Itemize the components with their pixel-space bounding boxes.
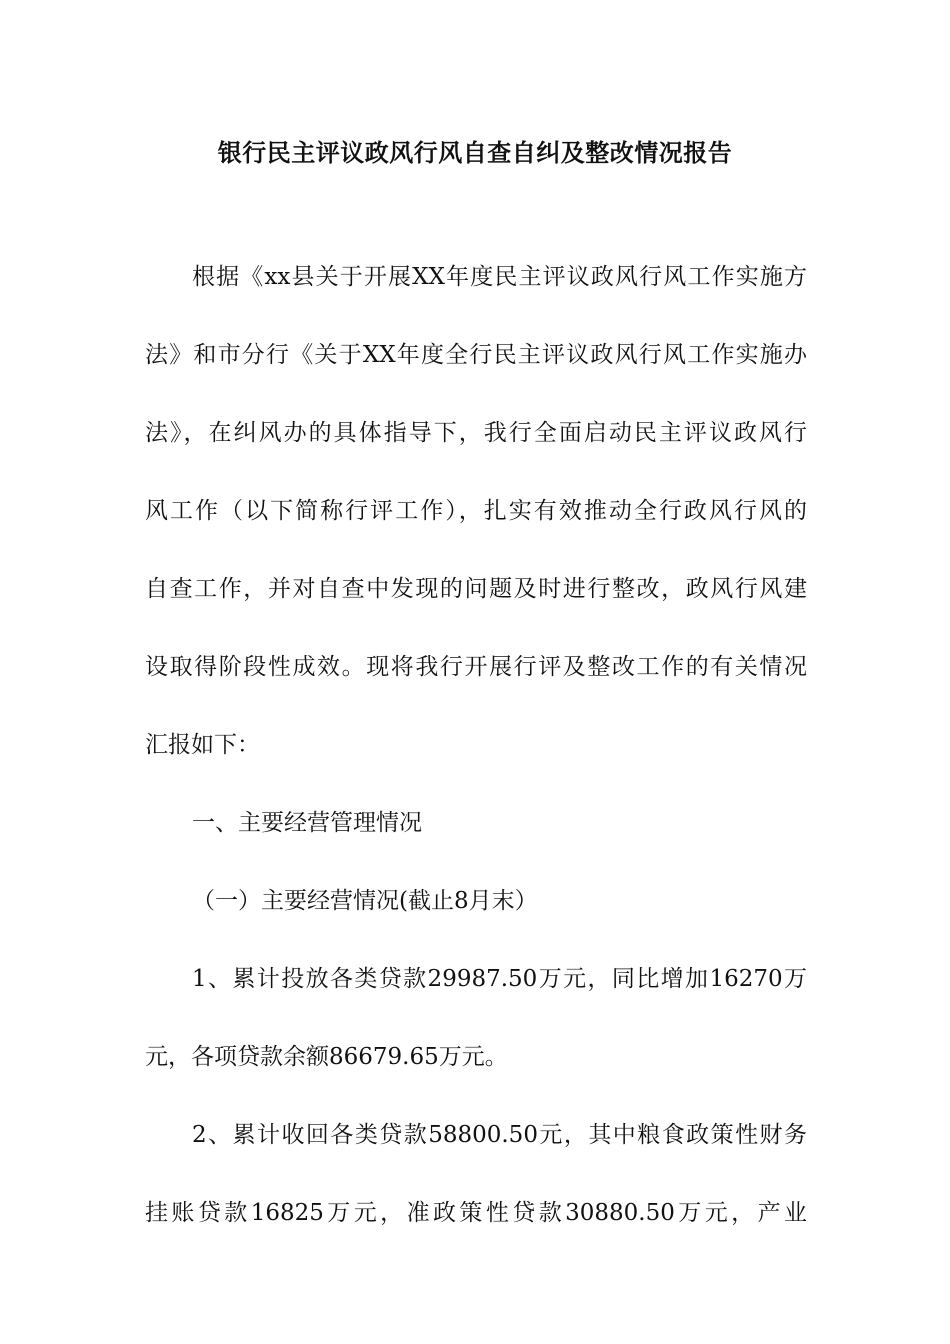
text-line: 元，各项贷款余额86679.65万元。 <box>145 1044 508 1070</box>
item-2-paragraph <box>145 1115 807 1233</box>
text-line: 1、累计投放各类贷款29987.50万元，同比增加16270万 <box>192 966 807 992</box>
text-line: 法》，在纠风办的具体指导下，我行全面启动民主评议政风行 <box>145 420 807 446</box>
item-1-paragraph <box>145 959 807 1077</box>
text-line: 设取得阶段性成效。现将我行开展行评及整改工作的有关情况 <box>145 654 807 680</box>
document-body <box>145 257 807 1271</box>
intro-paragraph <box>145 257 807 765</box>
document-title: 银行民主评议政风行风自查自纠及整改情况报告 <box>217 138 733 167</box>
subsection-heading <box>145 881 807 921</box>
text-line: 汇报如下： <box>145 732 260 758</box>
text-line: 自查工作，并对自查中发现的问题及时进行整改，政风行风建 <box>145 576 807 602</box>
text-line: 挂账贷款16825万元，准政策性贷款30880.50万元，产业 <box>145 1200 807 1226</box>
section-heading <box>145 803 807 843</box>
subsection-1-heading: （一）主要经营情况(截止8月末） <box>192 888 538 914</box>
text-line: 法》和市分行《关于XX年度全行民主评议政风行风工作实施办 <box>145 342 807 368</box>
text-line: 根据《xx县关于开展XX年度民主评议政风行风工作实施方 <box>192 264 807 290</box>
text-line: 2、累计收回各类贷款58800.50元，其中粮食政策性财务 <box>192 1122 807 1148</box>
text-line: 风工作（以下简称行评工作），扎实有效推动全行政风行风的 <box>145 498 807 524</box>
section-1-heading: 一、主要经营管理情况 <box>192 810 422 836</box>
